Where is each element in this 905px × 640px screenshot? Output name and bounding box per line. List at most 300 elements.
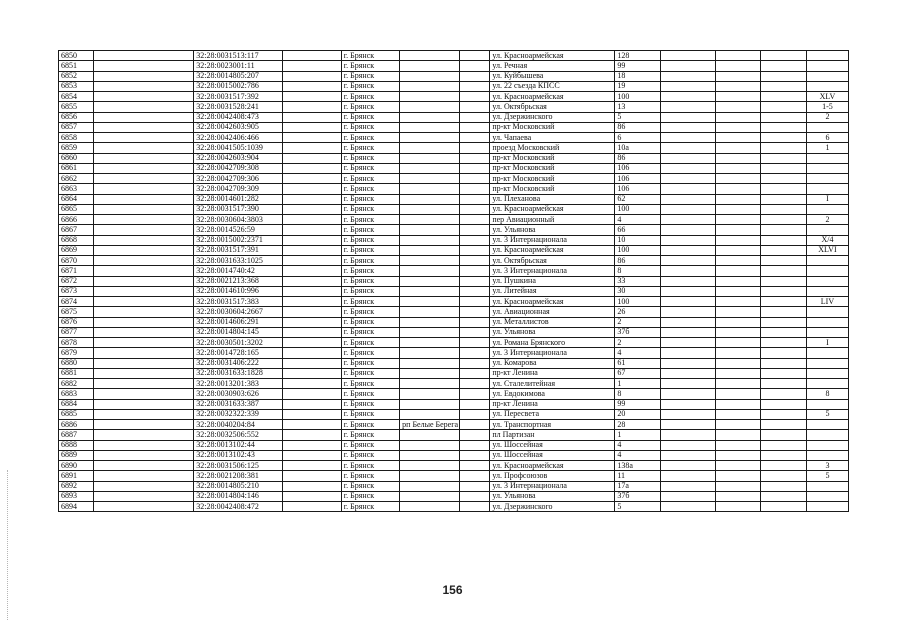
cell-record-number: 6862 [59, 174, 94, 184]
cell-empty [715, 71, 760, 81]
cell-city: г. Брянск [341, 61, 399, 71]
cell-house: 6 [615, 133, 661, 143]
cell-empty [459, 204, 490, 214]
cell-cadastral-number: 32:28:0031633:1025 [194, 256, 283, 266]
cell-empty [661, 225, 715, 235]
cell-premises: 3 [806, 461, 848, 471]
cell-city: г. Брянск [341, 133, 399, 143]
cell-house: 5 [615, 502, 661, 512]
cell-empty [93, 256, 193, 266]
cell-house: 106 [615, 163, 661, 173]
cell-cadastral-number: 32:28:0014805:210 [194, 481, 283, 491]
cell-street: ул. Металлистов [490, 317, 615, 327]
cell-street: пр-кт Ленина [490, 399, 615, 409]
cell-empty [459, 143, 490, 153]
cell-empty [459, 368, 490, 378]
cell-empty [760, 286, 806, 296]
cell-empty [760, 163, 806, 173]
cell-empty [661, 92, 715, 102]
cell-empty [760, 256, 806, 266]
cell-locality [400, 338, 459, 348]
cell-premises: XLVI [806, 245, 848, 255]
cell-empty [661, 102, 715, 112]
cell-empty [459, 92, 490, 102]
cell-empty [93, 153, 193, 163]
cell-locality [400, 389, 459, 399]
cell-record-number: 6875 [59, 307, 94, 317]
cell-record-number: 6887 [59, 430, 94, 440]
cell-empty [760, 368, 806, 378]
cell-record-number: 6872 [59, 276, 94, 286]
cell-empty [661, 461, 715, 471]
cell-empty [283, 225, 341, 235]
cell-empty [459, 358, 490, 368]
table-row [59, 491, 849, 501]
cell-cadastral-number: 32:28:0030604:2667 [194, 307, 283, 317]
cell-empty [93, 174, 193, 184]
cell-empty [93, 317, 193, 327]
cell-premises [806, 256, 848, 266]
cell-cadastral-number: 32:28:0030604:3803 [194, 215, 283, 225]
cell-cadastral-number: 32:28:0014526:59 [194, 225, 283, 235]
cell-empty [760, 51, 806, 61]
table-row [59, 368, 849, 378]
cell-street: ул. Ульянова [490, 225, 615, 235]
cell-locality [400, 225, 459, 235]
cell-empty [715, 348, 760, 358]
cell-premises [806, 163, 848, 173]
cell-street: ул. Ульянова [490, 491, 615, 501]
cell-house: 18 [615, 71, 661, 81]
cell-empty [661, 71, 715, 81]
table-row [59, 502, 849, 512]
cell-house: 106 [615, 184, 661, 194]
table-row [59, 481, 849, 491]
cell-city: г. Брянск [341, 215, 399, 225]
cell-premises [806, 184, 848, 194]
cell-city: г. Брянск [341, 481, 399, 491]
cell-house: 37б [615, 491, 661, 501]
cell-street: ул. Красноармейская [490, 204, 615, 214]
cell-empty [459, 450, 490, 460]
cell-empty [283, 266, 341, 276]
cell-empty [283, 338, 341, 348]
cell-empty [93, 389, 193, 399]
cell-empty [715, 461, 760, 471]
cell-record-number: 6861 [59, 163, 94, 173]
cell-empty [459, 225, 490, 235]
cell-cadastral-number: 32:28:0042406:466 [194, 133, 283, 143]
cell-house: 10а [615, 143, 661, 153]
cell-street: ул. Речная [490, 61, 615, 71]
cell-empty [715, 143, 760, 153]
cell-locality [400, 174, 459, 184]
cell-empty [93, 112, 193, 122]
cell-house: 8 [615, 266, 661, 276]
cell-empty [283, 307, 341, 317]
cell-empty [283, 245, 341, 255]
table-row [59, 399, 849, 409]
table-row [59, 256, 849, 266]
cell-empty [760, 174, 806, 184]
cell-city: г. Брянск [341, 399, 399, 409]
table-row [59, 122, 849, 132]
cell-house: 1 [615, 379, 661, 389]
cell-empty [715, 245, 760, 255]
cell-empty [760, 379, 806, 389]
cell-empty [93, 440, 193, 450]
cell-cadastral-number: 32:28:0031517:391 [194, 245, 283, 255]
cell-street: ул. Шоссейная [490, 450, 615, 460]
cell-empty [283, 317, 341, 327]
cell-record-number: 6878 [59, 338, 94, 348]
cell-street: ул. Красноармейская [490, 51, 615, 61]
cell-empty [459, 348, 490, 358]
cell-empty [760, 122, 806, 132]
table-row [59, 266, 849, 276]
cell-locality [400, 61, 459, 71]
cell-empty [283, 430, 341, 440]
cell-city: г. Брянск [341, 51, 399, 61]
cell-locality [400, 184, 459, 194]
cell-city: г. Брянск [341, 440, 399, 450]
cell-empty [283, 409, 341, 419]
cell-empty [283, 61, 341, 71]
cell-empty [459, 122, 490, 132]
cell-empty [93, 450, 193, 460]
table-row [59, 225, 849, 235]
cell-empty [760, 409, 806, 419]
cell-empty [760, 420, 806, 430]
cell-empty [661, 204, 715, 214]
cell-record-number: 6869 [59, 245, 94, 255]
cell-premises [806, 450, 848, 460]
cell-empty [283, 71, 341, 81]
cell-locality [400, 368, 459, 378]
cell-empty [661, 112, 715, 122]
cell-city: г. Брянск [341, 338, 399, 348]
cell-empty [459, 256, 490, 266]
cell-premises: 6 [806, 133, 848, 143]
table-row [59, 409, 849, 419]
cell-empty [459, 389, 490, 399]
cell-cadastral-number: 32:28:0021213:368 [194, 276, 283, 286]
cell-empty [715, 440, 760, 450]
cell-premises [806, 286, 848, 296]
cell-city: г. Брянск [341, 71, 399, 81]
cell-locality [400, 348, 459, 358]
cell-locality [400, 163, 459, 173]
cell-empty [93, 409, 193, 419]
cell-street: ул. Дзержинского [490, 112, 615, 122]
cell-empty [715, 368, 760, 378]
cell-empty [283, 92, 341, 102]
cell-empty [661, 430, 715, 440]
cell-empty [459, 61, 490, 71]
cell-empty [661, 245, 715, 255]
table-row [59, 194, 849, 204]
cell-empty [283, 327, 341, 337]
cell-empty [283, 153, 341, 163]
cell-street: пр-кт Московский [490, 184, 615, 194]
cell-locality [400, 491, 459, 501]
cell-empty [661, 163, 715, 173]
cell-empty [715, 307, 760, 317]
cell-empty [715, 430, 760, 440]
cell-city: г. Брянск [341, 163, 399, 173]
cell-empty [93, 358, 193, 368]
cell-locality [400, 71, 459, 81]
cell-locality [400, 256, 459, 266]
cell-street: ул. Плеханова [490, 194, 615, 204]
cell-cadastral-number: 32:28:0031517:390 [194, 204, 283, 214]
cell-street: ул. Евдокимова [490, 389, 615, 399]
cell-empty [283, 256, 341, 266]
cell-empty [760, 102, 806, 112]
cell-house: 100 [615, 245, 661, 255]
cell-cadastral-number: 32:28:0032322:339 [194, 409, 283, 419]
cell-empty [459, 194, 490, 204]
cell-street: ул. Литейная [490, 286, 615, 296]
cell-house: 4 [615, 440, 661, 450]
cell-house: 11 [615, 471, 661, 481]
cell-empty [715, 317, 760, 327]
cell-empty [283, 420, 341, 430]
cell-empty [459, 461, 490, 471]
cell-record-number: 6867 [59, 225, 94, 235]
cell-cadastral-number: 32:28:0032506:552 [194, 430, 283, 440]
table-row [59, 389, 849, 399]
cell-house: 19 [615, 81, 661, 91]
cell-empty [661, 153, 715, 163]
cell-locality [400, 297, 459, 307]
cell-record-number: 6859 [59, 143, 94, 153]
cell-empty [715, 92, 760, 102]
cell-city: г. Брянск [341, 225, 399, 235]
cell-empty [661, 297, 715, 307]
cell-city: г. Брянск [341, 409, 399, 419]
cell-record-number: 6870 [59, 256, 94, 266]
cell-empty [760, 184, 806, 194]
cell-city: г. Брянск [341, 143, 399, 153]
cell-empty [459, 266, 490, 276]
cell-house: 2 [615, 317, 661, 327]
cell-house: 62 [615, 194, 661, 204]
cell-cadastral-number: 32:28:0015002:786 [194, 81, 283, 91]
cell-record-number: 6891 [59, 471, 94, 481]
cell-empty [93, 276, 193, 286]
cell-city: г. Брянск [341, 174, 399, 184]
cell-premises [806, 204, 848, 214]
cell-locality [400, 245, 459, 255]
cell-record-number: 6863 [59, 184, 94, 194]
cell-empty [760, 348, 806, 358]
cell-empty [760, 92, 806, 102]
cell-empty [715, 184, 760, 194]
table-row [59, 215, 849, 225]
cell-empty [760, 81, 806, 91]
cell-empty [283, 286, 341, 296]
cell-premises [806, 327, 848, 337]
cell-premises [806, 502, 848, 512]
cell-empty [760, 194, 806, 204]
cell-empty [715, 133, 760, 143]
cell-premises: I [806, 338, 848, 348]
table-row [59, 133, 849, 143]
cell-locality [400, 112, 459, 122]
cell-record-number: 6882 [59, 379, 94, 389]
cell-empty [93, 399, 193, 409]
cell-locality [400, 481, 459, 491]
cell-empty [715, 297, 760, 307]
cell-city: г. Брянск [341, 297, 399, 307]
cell-cadastral-number: 32:28:0042408:472 [194, 502, 283, 512]
cell-record-number: 6879 [59, 348, 94, 358]
cell-empty [459, 502, 490, 512]
cell-house: 100 [615, 204, 661, 214]
cell-empty [661, 174, 715, 184]
cell-house: 33 [615, 276, 661, 286]
cell-cadastral-number: 32:28:0031406:222 [194, 358, 283, 368]
cell-empty [283, 491, 341, 501]
cell-empty [760, 245, 806, 255]
cell-locality [400, 51, 459, 61]
cell-street: проезд Московский [490, 143, 615, 153]
cell-premises [806, 81, 848, 91]
cell-locality [400, 286, 459, 296]
cell-empty [715, 153, 760, 163]
cell-premises [806, 379, 848, 389]
cell-record-number: 6894 [59, 502, 94, 512]
cell-empty [661, 51, 715, 61]
cell-house: 128 [615, 51, 661, 61]
cell-premises: 2 [806, 112, 848, 122]
cell-locality [400, 409, 459, 419]
cell-city: г. Брянск [341, 307, 399, 317]
cell-city: г. Брянск [341, 194, 399, 204]
cell-empty [283, 481, 341, 491]
cell-empty [93, 71, 193, 81]
cell-cadastral-number: 32:28:0014804:146 [194, 491, 283, 501]
cell-empty [283, 348, 341, 358]
cell-empty [459, 297, 490, 307]
cell-cadastral-number: 32:28:0014610:996 [194, 286, 283, 296]
cell-empty [760, 481, 806, 491]
cell-empty [459, 133, 490, 143]
cell-empty [283, 450, 341, 460]
cell-premises [806, 420, 848, 430]
cell-empty [93, 471, 193, 481]
cell-locality [400, 430, 459, 440]
cell-empty [715, 502, 760, 512]
cell-house: 86 [615, 256, 661, 266]
cell-empty [661, 409, 715, 419]
cell-empty [715, 256, 760, 266]
cell-empty [715, 204, 760, 214]
cell-empty [93, 122, 193, 132]
cell-empty [760, 266, 806, 276]
cell-cadastral-number: 32:28:0014728:165 [194, 348, 283, 358]
cell-city: г. Брянск [341, 286, 399, 296]
cell-house: 2 [615, 338, 661, 348]
cell-empty [760, 235, 806, 245]
cell-locality [400, 440, 459, 450]
table-row [59, 174, 849, 184]
cell-house: 30 [615, 286, 661, 296]
cell-empty [760, 71, 806, 81]
cell-empty [661, 379, 715, 389]
cell-premises [806, 225, 848, 235]
cell-house: 66 [615, 225, 661, 235]
cell-empty [715, 122, 760, 132]
cell-house: 37б [615, 327, 661, 337]
cell-premises: 1 [806, 143, 848, 153]
cell-empty [283, 502, 341, 512]
cell-empty [760, 297, 806, 307]
cell-city: г. Брянск [341, 204, 399, 214]
cell-house: 26 [615, 307, 661, 317]
cell-street: ул. Красноармейская [490, 92, 615, 102]
cell-empty [760, 112, 806, 122]
cell-empty [661, 286, 715, 296]
cell-empty [283, 389, 341, 399]
cell-empty [283, 440, 341, 450]
cell-empty [93, 491, 193, 501]
cell-street: ул. Чапаева [490, 133, 615, 143]
cell-city: г. Брянск [341, 327, 399, 337]
cell-city: г. Брянск [341, 245, 399, 255]
cell-street: ул. Красноармейская [490, 461, 615, 471]
cell-premises [806, 481, 848, 491]
cell-city: г. Брянск [341, 276, 399, 286]
cell-empty [93, 348, 193, 358]
cell-city: г. Брянск [341, 266, 399, 276]
cell-house: 1 [615, 430, 661, 440]
cell-premises: I [806, 194, 848, 204]
cell-record-number: 6883 [59, 389, 94, 399]
cell-empty [459, 327, 490, 337]
cell-empty [715, 61, 760, 71]
cell-empty [661, 256, 715, 266]
cell-empty [459, 379, 490, 389]
cell-cadastral-number: 32:28:0031513:117 [194, 51, 283, 61]
cell-empty [661, 399, 715, 409]
cell-empty [760, 225, 806, 235]
table-row [59, 163, 849, 173]
cell-street: пр-кт Московский [490, 153, 615, 163]
table-row [59, 51, 849, 61]
cell-empty [283, 399, 341, 409]
cell-house: 100 [615, 92, 661, 102]
cell-record-number: 6876 [59, 317, 94, 327]
cell-cadastral-number: 32:28:0042408:473 [194, 112, 283, 122]
cell-empty [459, 471, 490, 481]
cell-locality [400, 327, 459, 337]
cell-empty [93, 235, 193, 245]
cell-empty [93, 327, 193, 337]
table-row [59, 297, 849, 307]
table-row [59, 276, 849, 286]
cell-empty [459, 286, 490, 296]
cell-empty [283, 204, 341, 214]
cell-cadastral-number: 32:28:0031633:1828 [194, 368, 283, 378]
cell-empty [459, 276, 490, 286]
cell-empty [459, 399, 490, 409]
cell-empty [661, 307, 715, 317]
cell-empty [459, 420, 490, 430]
cell-empty [459, 317, 490, 327]
cell-house: 100 [615, 297, 661, 307]
